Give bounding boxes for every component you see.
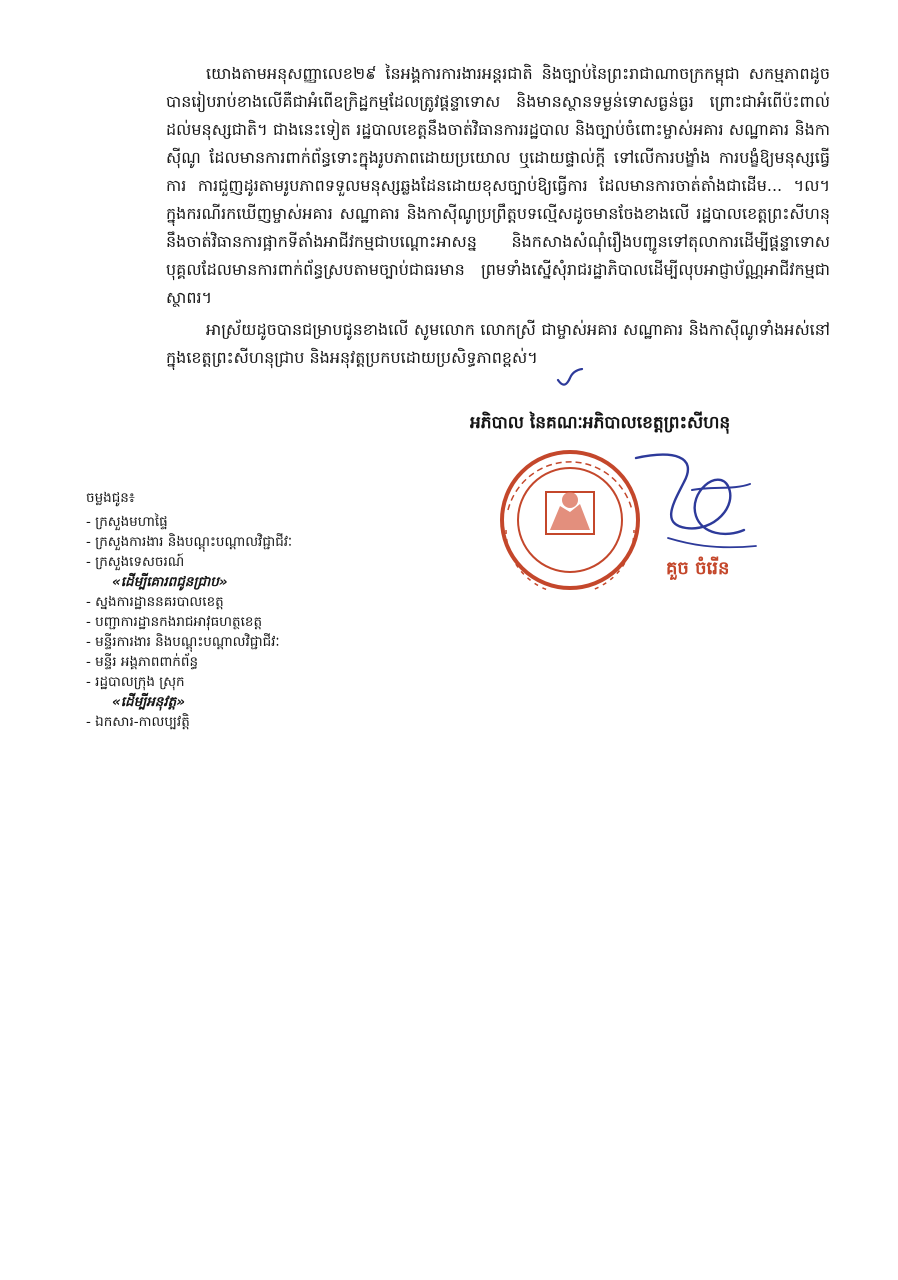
distribution-list bbox=[86, 512, 446, 732]
body-paragraph-1: យោងតាមអនុសញ្ញាលេខ២៩ នៃអង្គការការងារអន្តរជាតិ និងច្បាប់នៃព្រះរាជាណាចក្រកម្ពុជា សកម្មភាពដូចបានរៀបរាប់ខាងលើគឺជាអំពើឧក្រិដ្ឋកម្មដែលត្រូវផ្តន្ទាទោស និងមានស្ថានទម្ងន់ទោសធ្ងន់ធ្ងរ ព្រោះជាអំពើប៉ះពាល់ដល់មនុស្សជាតិ។ ជាងនេះទៀត រដ្ឋបាលខេត្តនឹងចាត់វិធានការរដ្ឋបាល និងច្បាប់ចំពោះម្ចាស់អគារ សណ្ឋាគារ និងកាស៊ីណូ ដែលមានការពាក់ព័ន្ធទោះក្នុងរូបភាពដោយប្រយោល ឬដោយផ្ទាល់ក្តី ទៅលើការបង្ខាំង ការបង្ខំឱ្យមនុស្សធ្វើការ ការជួញដូរតាមរូបភាពទទួលមនុស្សឆ្លងដែនដោយខុសច្បាប់ឱ្យធ្វើការ ដែលមានការចាត់តាំងជាដើម... ។ល។ ក្នុងករណីរកឃើញម្ចាស់អគារ សណ្ឋាគារ និងកាស៊ីណូប្រព្រឹត្តបទល្មើសដូចមានចែងខាងលើ រដ្ឋបាលខេត្តព្រះសីហនុនឹងចាត់វិធានការផ្អាកទីតាំងអាជីវកម្មជាបណ្តោះអាសន្ន និងកសាងសំណុំរឿងបញ្ជូនទៅតុលាការដើម្បីផ្តន្ទាទោសបុគ្គលដែលមានការពាក់ព័ន្ធស្របតាមច្បាប់ជាធរមាន ព្រមទាំងស្នើសុំរាជរដ្ឋាភិបាលដើម្បីលុបអាជ្ញាប័ណ្ណអាជីវកម្មជាស្ថាពរ។ bbox=[166, 64, 830, 307]
distribution-item: - ក្រសួងទេសចរណ៍ bbox=[86, 552, 446, 572]
distribution-item: - មន្ទីរ អង្គភាពពាក់ព័ន្ធ bbox=[86, 652, 446, 672]
distribution-item: - រដ្ឋបាលក្រុង ស្រុក bbox=[86, 672, 446, 692]
distribution-note-info: «ដើម្បីគោរពជូនជ្រាប» bbox=[112, 574, 228, 590]
distribution-item: - បញ្ជាការដ្ឋានកងរាជអាវុធហត្ថខេត្ត bbox=[86, 612, 446, 632]
copy-distribution bbox=[86, 488, 446, 732]
body-paragraph-2: អាស្រ័យដូចបានជម្រាបជូនខាងលើ សូមលោក លោកស្រី ជាម្ចាស់អគារ សណ្ឋាគារ និងកាស៊ីណូទាំងអស់នៅក្នុងខេត្តព្រះសីហនុជ្រាប និងអនុវត្តប្រកបដោយប្រសិទ្ធភាពខ្ពស់។ bbox=[166, 320, 830, 367]
distribution-item: - ក្រសួងការងារ និងបណ្តុះបណ្តាលវិជ្ជាជីវៈ bbox=[86, 532, 446, 552]
signer-name: គួច ចំរើន bbox=[666, 558, 730, 579]
signer-title: អភិបាល នៃគណៈអភិបាលខេត្តព្រះសីហនុ bbox=[470, 413, 731, 433]
distribution-title: ចម្លងជូន៖ bbox=[86, 490, 135, 506]
distribution-item: - ស្នងការដ្ឋាននគរបាលខេត្ត bbox=[86, 592, 446, 612]
initial-mark bbox=[556, 368, 584, 388]
letter-body bbox=[166, 60, 830, 372]
distribution-note-action: «ដើម្បីអនុវត្ត» bbox=[112, 694, 185, 710]
distribution-item: - មន្ទីរការងារ និងបណ្តុះបណ្តាលវិជ្ជាជីវៈ bbox=[86, 632, 446, 652]
distribution-item-archive: - ឯកសារ-កាលប្បវត្តិ bbox=[86, 712, 446, 732]
distribution-item: - ក្រសួងមហាផ្ទៃ bbox=[86, 512, 446, 532]
handwritten-signature-image bbox=[618, 446, 763, 562]
